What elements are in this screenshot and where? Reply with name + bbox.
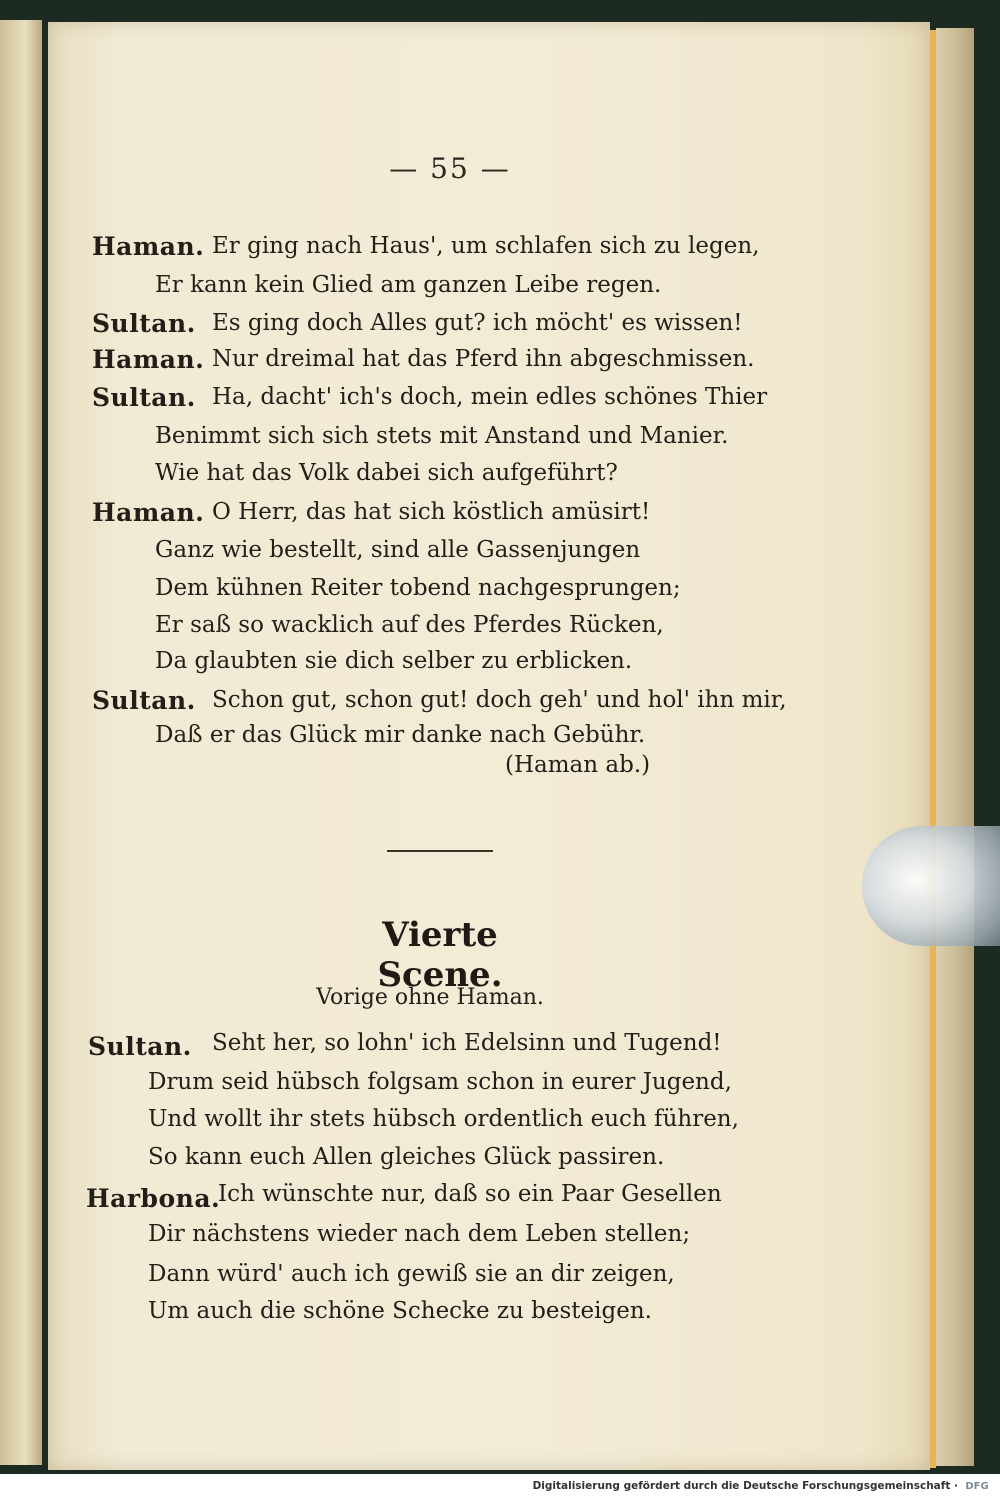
verse-line	[212, 499, 650, 525]
speaker-name: Haman.	[92, 345, 205, 374]
verse-line	[212, 346, 754, 372]
dfg-logo-icon: DFG	[965, 1480, 989, 1492]
verse-line	[148, 1261, 675, 1287]
verse-text: Drum seid hübsch folgsam schon in eurer Jugend,	[148, 1069, 732, 1095]
speaker-name: Haman.	[92, 498, 205, 527]
speaker-name: Sultan.	[88, 1032, 192, 1061]
page-clip	[862, 826, 1000, 946]
speaker-name: Sultan.	[92, 309, 196, 338]
verse-text: Er kann kein Glied am ganzen Leibe regen.	[155, 272, 662, 298]
verse-line	[148, 1221, 690, 1247]
verse-line	[92, 345, 204, 374]
verse-text: Um auch die schöne Schecke zu besteigen.	[148, 1298, 652, 1324]
verse-line	[155, 272, 661, 298]
verse-line	[155, 612, 664, 638]
speaker-name: Sultan.	[92, 383, 196, 412]
verse-text: Und wollt ihr stets hübsch ordentlich euch führen,	[148, 1106, 739, 1132]
verse-line	[148, 1069, 732, 1095]
previous-page-edge	[0, 20, 42, 1465]
verse-line	[212, 233, 759, 259]
stage-note: Vorige ohne Haman.	[316, 985, 544, 1010]
verse-text: Er ging nach Haus', um schlafen sich zu legen,	[212, 233, 760, 259]
verse-line	[148, 1298, 652, 1324]
speaker-name: Harbona.	[86, 1184, 221, 1213]
verse-line	[212, 687, 787, 713]
verse-line	[92, 498, 204, 527]
verse-text: Schon gut, schon gut! doch geh' und hol' ihn mir,	[212, 687, 787, 713]
verse-text: Da glaubten sie dich selber zu erblicken.	[155, 648, 633, 674]
verse-line	[148, 1106, 739, 1132]
verse-line	[155, 722, 645, 748]
verse-line	[92, 686, 196, 715]
verse-text: Ha, dacht' ich's doch, mein edles schönes Thier	[212, 384, 768, 410]
verse-text: Er saß so wacklich auf des Pferdes Rücken,	[155, 612, 664, 638]
verse-line	[92, 309, 196, 338]
verse-line	[212, 384, 767, 410]
verse-text: Daß er das Glück mir danke nach Gebühr.	[155, 722, 646, 748]
verse-line	[155, 648, 632, 674]
verse-line	[212, 1030, 722, 1056]
verse-text: Dann würd' auch ich gewiß sie an dir zeigen,	[148, 1261, 675, 1287]
verse-text: Ganz wie bestellt, sind alle Gassenjungen	[155, 537, 641, 563]
verse-text: So kann euch Allen gleiches Glück passiren.	[148, 1144, 665, 1170]
verse-text: Dir nächstens wieder nach dem Leben stellen;	[148, 1221, 691, 1247]
verse-text: O Herr, das hat sich köstlich amüsirt!	[212, 499, 651, 525]
page-number: — 55 —	[389, 152, 511, 185]
footer-bar	[0, 1474, 1000, 1500]
verse-text: Nur dreimal hat das Pferd ihn abgeschmissen.	[212, 346, 755, 372]
verse-line	[155, 575, 681, 601]
verse-text: Seht her, so lohn' ich Edelsinn und Tugend!	[212, 1030, 722, 1056]
speaker-name: Sultan.	[92, 686, 196, 715]
verse-line	[155, 537, 640, 563]
verse-line	[148, 1144, 664, 1170]
verse-text: Es ging doch Alles gut? ich möcht' es wissen!	[212, 310, 743, 336]
stage-direction: (Haman ab.)	[505, 752, 651, 778]
verse-line	[155, 460, 618, 486]
scene-title: Vierte Scene.	[377, 915, 503, 995]
verse-text: Wie hat das Volk dabei sich aufgeführt?	[155, 460, 618, 486]
funding-notice: Digitalisierung gefördert durch die Deutsche Forschungsgemeinschaft ·	[532, 1480, 958, 1492]
verse-line	[212, 310, 743, 336]
page-stack-edge	[936, 28, 974, 1466]
verse-line	[88, 1032, 192, 1061]
verse-line	[155, 423, 728, 449]
verse-line	[92, 383, 196, 412]
speaker-name: Haman.	[92, 232, 205, 261]
verse-line	[218, 1181, 722, 1207]
scene-divider	[387, 850, 493, 852]
verse-text: Benimmt sich sich stets mit Anstand und Manier.	[155, 423, 729, 449]
verse-text: Ich wünschte nur, daß so ein Paar Gesellen	[218, 1181, 722, 1207]
verse-text: Dem kühnen Reiter tobend nachgesprungen;	[155, 575, 681, 601]
verse-line	[92, 232, 204, 261]
verse-line	[86, 1184, 220, 1213]
